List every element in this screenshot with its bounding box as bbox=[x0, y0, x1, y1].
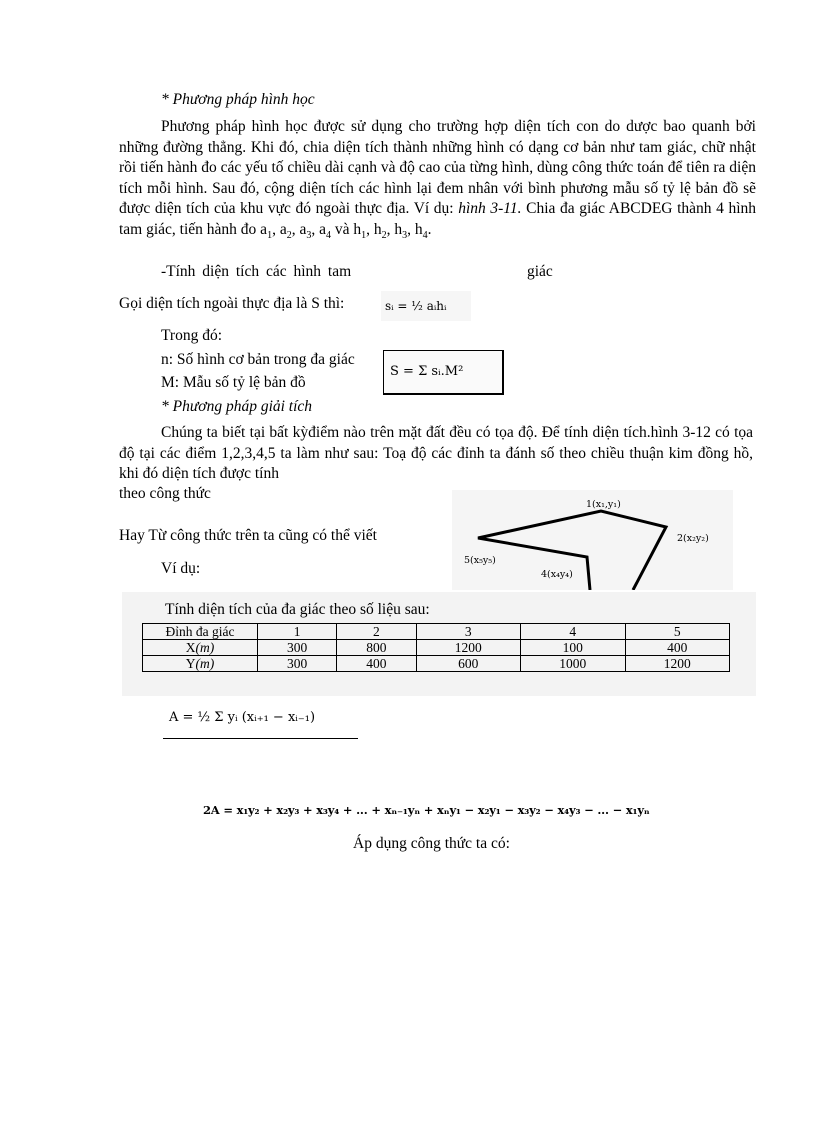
table-cell: 1 bbox=[258, 624, 337, 640]
table-cell: 3 bbox=[416, 624, 520, 640]
table-cell: 300 bbox=[258, 640, 337, 656]
definition-n: n: Số hình cơ bản trong đa giác bbox=[161, 351, 355, 368]
example-label: Ví dụ: bbox=[161, 560, 201, 577]
table-cell: 5 bbox=[625, 624, 730, 640]
vertex-label-2: 2(x₂y₂) bbox=[677, 533, 709, 544]
table-cell: 4 bbox=[521, 624, 625, 640]
table-cell: Y(m) bbox=[143, 656, 258, 672]
paragraph-analytic-last-line: theo công thức bbox=[119, 485, 211, 502]
table-cell: 600 bbox=[416, 656, 520, 672]
table-cell: X(m) bbox=[143, 640, 258, 656]
table-cell: 300 bbox=[258, 656, 337, 672]
area-intro: Gọi diện tích ngoài thực địa là S thì: bbox=[119, 295, 345, 312]
coordinate-table bbox=[142, 623, 730, 672]
apply-formula-line: Áp dụng công thức ta có: bbox=[353, 835, 510, 852]
alternate-formula-line: Hay Từ công thức trên ta cũng có thể viết bbox=[119, 527, 377, 544]
table-cell: 400 bbox=[337, 656, 416, 672]
table-header-row bbox=[143, 624, 730, 640]
table-row bbox=[143, 656, 730, 672]
triangle-area-line: -Tính diện tích các hình tam bbox=[161, 263, 352, 280]
vertex-label-4: 4(x₄y₄) bbox=[541, 569, 573, 580]
paragraph-geometric: Phương pháp hình học được sử dụng cho trường hợp diện tích con do dược bao quanh bởi những đường thẳng. Khi đó, chia diện tích thành những hình có dạng cơ bản như tam giác, chữ nhật rồi tiến hành đo các yếu tố chiều dài cạnh và độ cao của từng hình, dùng công thức toán để tiên ra diện tích mỗi hình. Sau đó, cộng diện tích các hình lại đem nhân với bình phương mẫu số tỷ lệ bản đồ sẽ được diện tích của khu vực đó ngoài thực địa. Ví dụ: hình 3-11. Chia đa giác ABCDEG thành 4 hình tam giác, tiến hành đo $a_1$, $a_2$, $a_3$, $a_4$ và $h_1$, $h_2$, $h_3$, $h_4$. bbox=[119, 118, 757, 241]
table-cell: 1200 bbox=[625, 656, 730, 672]
formula-total-area-box: S = Σ sᵢ.M² bbox=[383, 350, 504, 395]
section-heading-geometric: * Phương pháp hình học bbox=[161, 91, 315, 108]
table-cell: 1200 bbox=[416, 640, 520, 656]
table-cell: Đỉnh đa giác bbox=[143, 624, 258, 640]
formula-double-area: 2A = x₁y₂ + x₂y₃ + x₃y₄ + ... + xₙ₋₁yₙ + xₙy₁ − x₂y₁ − x₃y₂ − x₄y₃ − ... − x₁yₙ bbox=[203, 803, 650, 817]
definition-m: M: Mẫu số tỷ lệ bản đồ bbox=[161, 374, 306, 391]
paragraph-analytic: Chúng ta biết tại bất kỳđiểm nào trên mặt đất đều có tọa độ. Để tính diện tích.hình 3-12 có tọa độ tại các điểm 1,2,3,4,5 ta làm như sau: Toạ độ các đỉnh ta đánh số theo chiều thuận kim đồng hồ, khi đó diện tích được tính bbox=[119, 424, 753, 482]
table-cell: 800 bbox=[337, 640, 416, 656]
formula-triangle-area: sᵢ = ½ aᵢhᵢ bbox=[381, 291, 471, 321]
vertex-label-5: 5(x₅y₅) bbox=[464, 555, 496, 566]
formula-area-a: A = ½ Σ yᵢ (xᵢ₊₁ − xᵢ₋₁) bbox=[163, 700, 358, 739]
section-heading-analytic: * Phương pháp giải tích bbox=[161, 398, 313, 415]
vertex-label-1: 1(x₁,y₁) bbox=[586, 499, 621, 510]
table-cell: 2 bbox=[337, 624, 416, 640]
table-row bbox=[143, 640, 730, 656]
table-cell: 400 bbox=[625, 640, 730, 656]
table-cell: 100 bbox=[521, 640, 625, 656]
table-cell: 1000 bbox=[521, 656, 625, 672]
polygon-diagram bbox=[452, 490, 733, 590]
triangle-area-line-end: giác bbox=[527, 263, 553, 280]
table-caption: Tính diện tích của đa giác theo số liệu sau: bbox=[165, 601, 430, 618]
where-label: Trong đó: bbox=[161, 327, 223, 344]
